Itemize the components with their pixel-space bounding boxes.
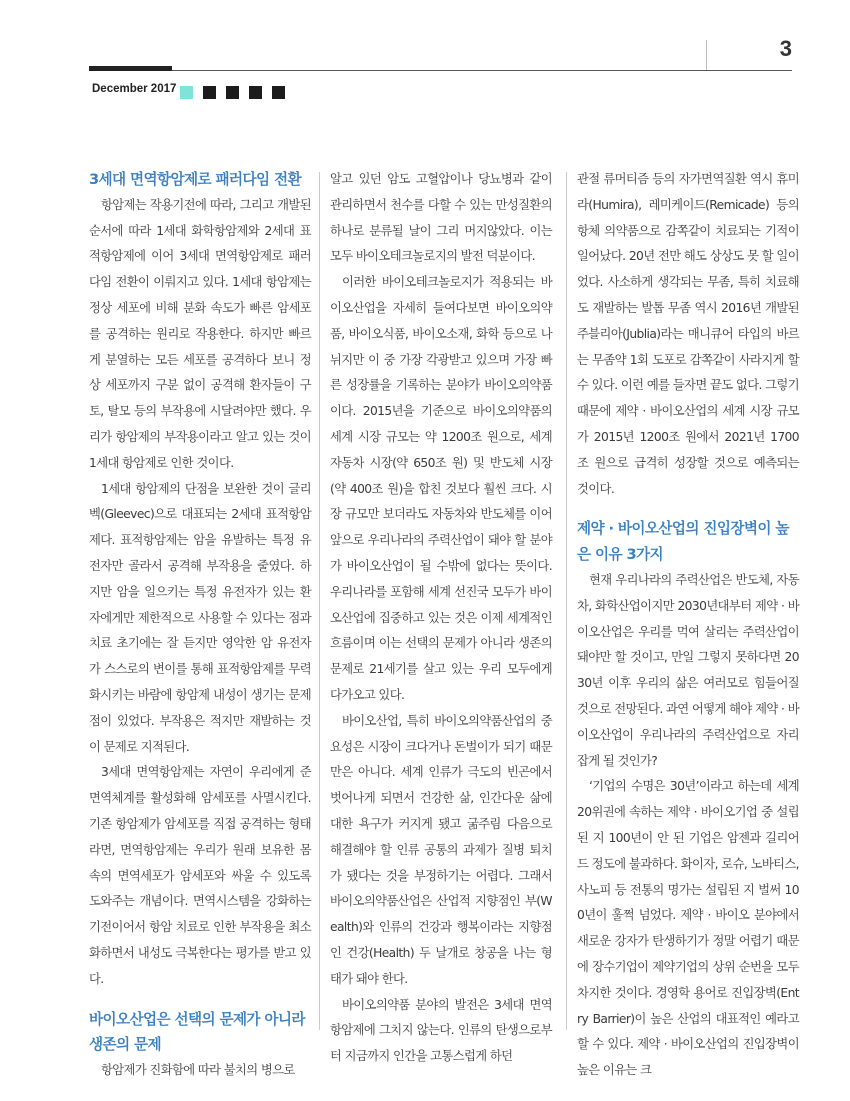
section-heading: 3세대 면역항암제로 패러다임 전환 [89,171,301,188]
column-2 [330,167,552,1070]
paragraph: 알고 있던 암도 고혈압이나 당뇨병과 같이 관리하면서 천수를 다할 수 있는 만성질환의 하나로 분류될 날이 그리 머지않았다. 이는 모두 바이오테크놀로지의 발전 덕분이다. [330,172,552,264]
square [226,86,239,99]
paragraph: 항암제가 진화함에 따라 불치의 병으로 [101,1063,295,1078]
decorative-squares [180,86,295,99]
paragraph: ‘기업의 수명은 30년’이라고 하는데 세계 20위권에 속하는 제약 · 바이오기업 중 설립된 지 100년이 안 된 기업은 암젠과 길리어드 정도에 불과하다. 화이자, 로슈, 노바티스, 사노피 등 전통의 명가는 설립된 지 벌써 100년이 훌쩍 넘었다. 제약 · 바이오 분야에서 새로운 강자가 탄생하기가 정말 어렵기 때문에 장수기업이 제약기업의 상위 순번을 모두 차지한 것이다. 경영학 용어로 진입장벽(Entry Barrier)이 높은 산업의 대표적인 예라고 할 수 있다. 제약 · 바이오산업의 진입장벽이 높은 이유는 크 [577,779,799,1078]
issue-date: December 2017 [92,83,177,95]
square [203,86,216,99]
square [249,86,262,99]
paragraph: 이러한 바이오테크놀로지가 적용되는 바이오산업을 자세히 들여다보면 바이오의약품, 바이오식품, 바이오소재, 화학 등으로 나뉘지만 이 중 가장 각광받고 있으며 가장 빠른 성장률을 기록하는 분야가 바이오의약품이다. 2015년을 기준으로 바이오의약품의 세계 시장 규모는 약 1200조 원으로, 세계 자동차 시장(약 650조 원) 및 반도체 시장(약 400조 원)을 합친 것보다 훨씬 크다. 시장 규모만 보더라도 자동차와 반도체를 이어 앞으로 우리나라의 주력산업이 돼야 할 분야가 바이오산업이 될 수밖에 없다는 뜻이다. 우리나라를 포함해 세계 선진국 모두가 바이오산업에 집중하고 있는 것은 이제 세계적인 흐름이며 이는 선택의 문제가 아니라 생존의 문제로 21세기를 살고 있는 우리 모두에게 다가오고 있다. [330,275,552,702]
paragraph: 바이오산업, 특히 바이오의약품산업의 중요성은 시장이 크다거나 돈벌이가 되기 때문만은 아니다. 세계 인류가 극도의 빈곤에서 벗어나게 되면서 건강한 삶, 인간다운 삶에 대한 욕구가 커지게 됐고 굶주림 다음으로 해결해야 할 인류 공통의 과제가 질병 퇴치가 됐다는 것을 부정하기는 어렵다. 그래서 바이오의약품산업은 산업적 지향점인 부(Wealth)와 인류의 건강과 행복이라는 지향점인 건강(Health) 두 날개로 창공을 나는 형태가 돼야 한다. [330,713,552,986]
header-bar [89,66,172,71]
paragraph: 1세대 항암제의 단점을 보완한 것이 글리벡(Gleevec)으로 대표되는 2세대 표적항암제다. 표적항암제는 암을 유발하는 특정 유전자만 골라서 공격해 부작용을 줄였다. 하지만 암을 일으키는 특정 유전자가 있는 환자에게만 제한적으로 사용할 수 있다는 점과 치료 초기에는 잘 듣지만 영악한 암 유전자가 스스로의 변이를 통해 표적항암제를 무력화시키는 바람에 항암제 내성이 생기는 문제점이 있었다. 부작용은 적지만 재발하는 것이 문제로 지적된다. [89,481,311,754]
paragraph: 현재 우리나라의 주력산업은 반도체, 자동차, 화학산업이지만 2030년대부터 제약 · 바이오산업은 우리를 먹여 살리는 주력산업이 돼야만 할 것이고, 만일 그렇지 못하다면 2030년 이후 우리의 삶은 여러모로 힘들어질 것으로 전망된다. 과연 어떻게 해야 제약 · 바이오산업이 우리나라의 주력산업으로 자리잡게 될 것인가? [577,572,799,768]
header-vertical-rule [706,40,707,70]
header-rule [89,70,792,71]
paragraph: 항암제는 작용기전에 따라, 그리고 개발된 순서에 따라 1세대 화학항암제와 2세대 표적항암제에 이어 3세대 면역항암제로 패러다임 전환이 이뤄지고 있다. 1세대 항암제는 정상 세포에 비해 분화 속도가 빠른 암세포를 공격하는 원리로 작용한다. 하지만 빠르게 분열하는 모든 세포를 공격하다 보니 정상 세포까지 구분 없이 공격해 환자들이 구토, 탈모 등의 부작용에 시달려야만 했다. 우리가 항암제의 부작용이라고 알고 있는 것이 1세대 항암제로 인한 것이다. [89,197,311,470]
column-1 [89,167,311,1084]
square-accent [180,86,193,99]
column-divider [566,172,567,1030]
column-divider [319,172,320,1030]
paragraph: 바이오의약품 분야의 발전은 3세대 면역항암제에 그치지 않는다. 인류의 탄생으로부터 지금까지 인간을 고통스럽게 하던 [330,997,552,1064]
section-heading: 제약 · 바이오산업의 진입장벽이 높은 이유 3가지 [577,520,789,564]
paragraph: 3세대 면역항암제는 자연이 우리에게 준 면역체계를 활성화해 암세포를 사멸시킨다. 기존 항암제가 암세포를 직접 공격하는 형태라면, 면역항암제는 우리가 원래 보유한 몸속의 면역세포가 암세포와 싸울 수 있도록 도와주는 개념이다. 면역시스템을 강화하는 기전이어서 항암 치료로 인한 부작용을 최소화하면서 내성도 극복한다는 평가를 받고 있다. [89,765,311,986]
column-3 [577,167,799,1084]
paragraph: 관절 류머티즘 등의 자가면역질환 역시 휴미라(Humira), 레미케이드(Remicade) 등의 항체 의약품으로 감쪽같이 치료되는 기적이 일어났다. 20년 전만 해도 상상도 못 할 일이었다. 사소하게 생각되는 무좀, 특히 치료해도 재발하는 발톱 무좀 역시 2016년 개발된 주블리아(Jublia)라는 매니큐어 타입의 바르는 무좀약 1회 도포로 감쪽같이 사라지게 할 수 있다. 이런 예를 들자면 끝도 없다. 그렇기 때문에 제약 · 바이오산업의 세계 시장 규모가 2015년 1200조 원에서 2021년 1700조 원으로 급격히 성장할 것으로 예측되는 것이다. [577,172,799,496]
page-number: 3 [779,36,792,61]
square [272,86,285,99]
section-heading: 바이오산업은 선택의 문제가 아니라 생존의 문제 [89,1010,305,1054]
